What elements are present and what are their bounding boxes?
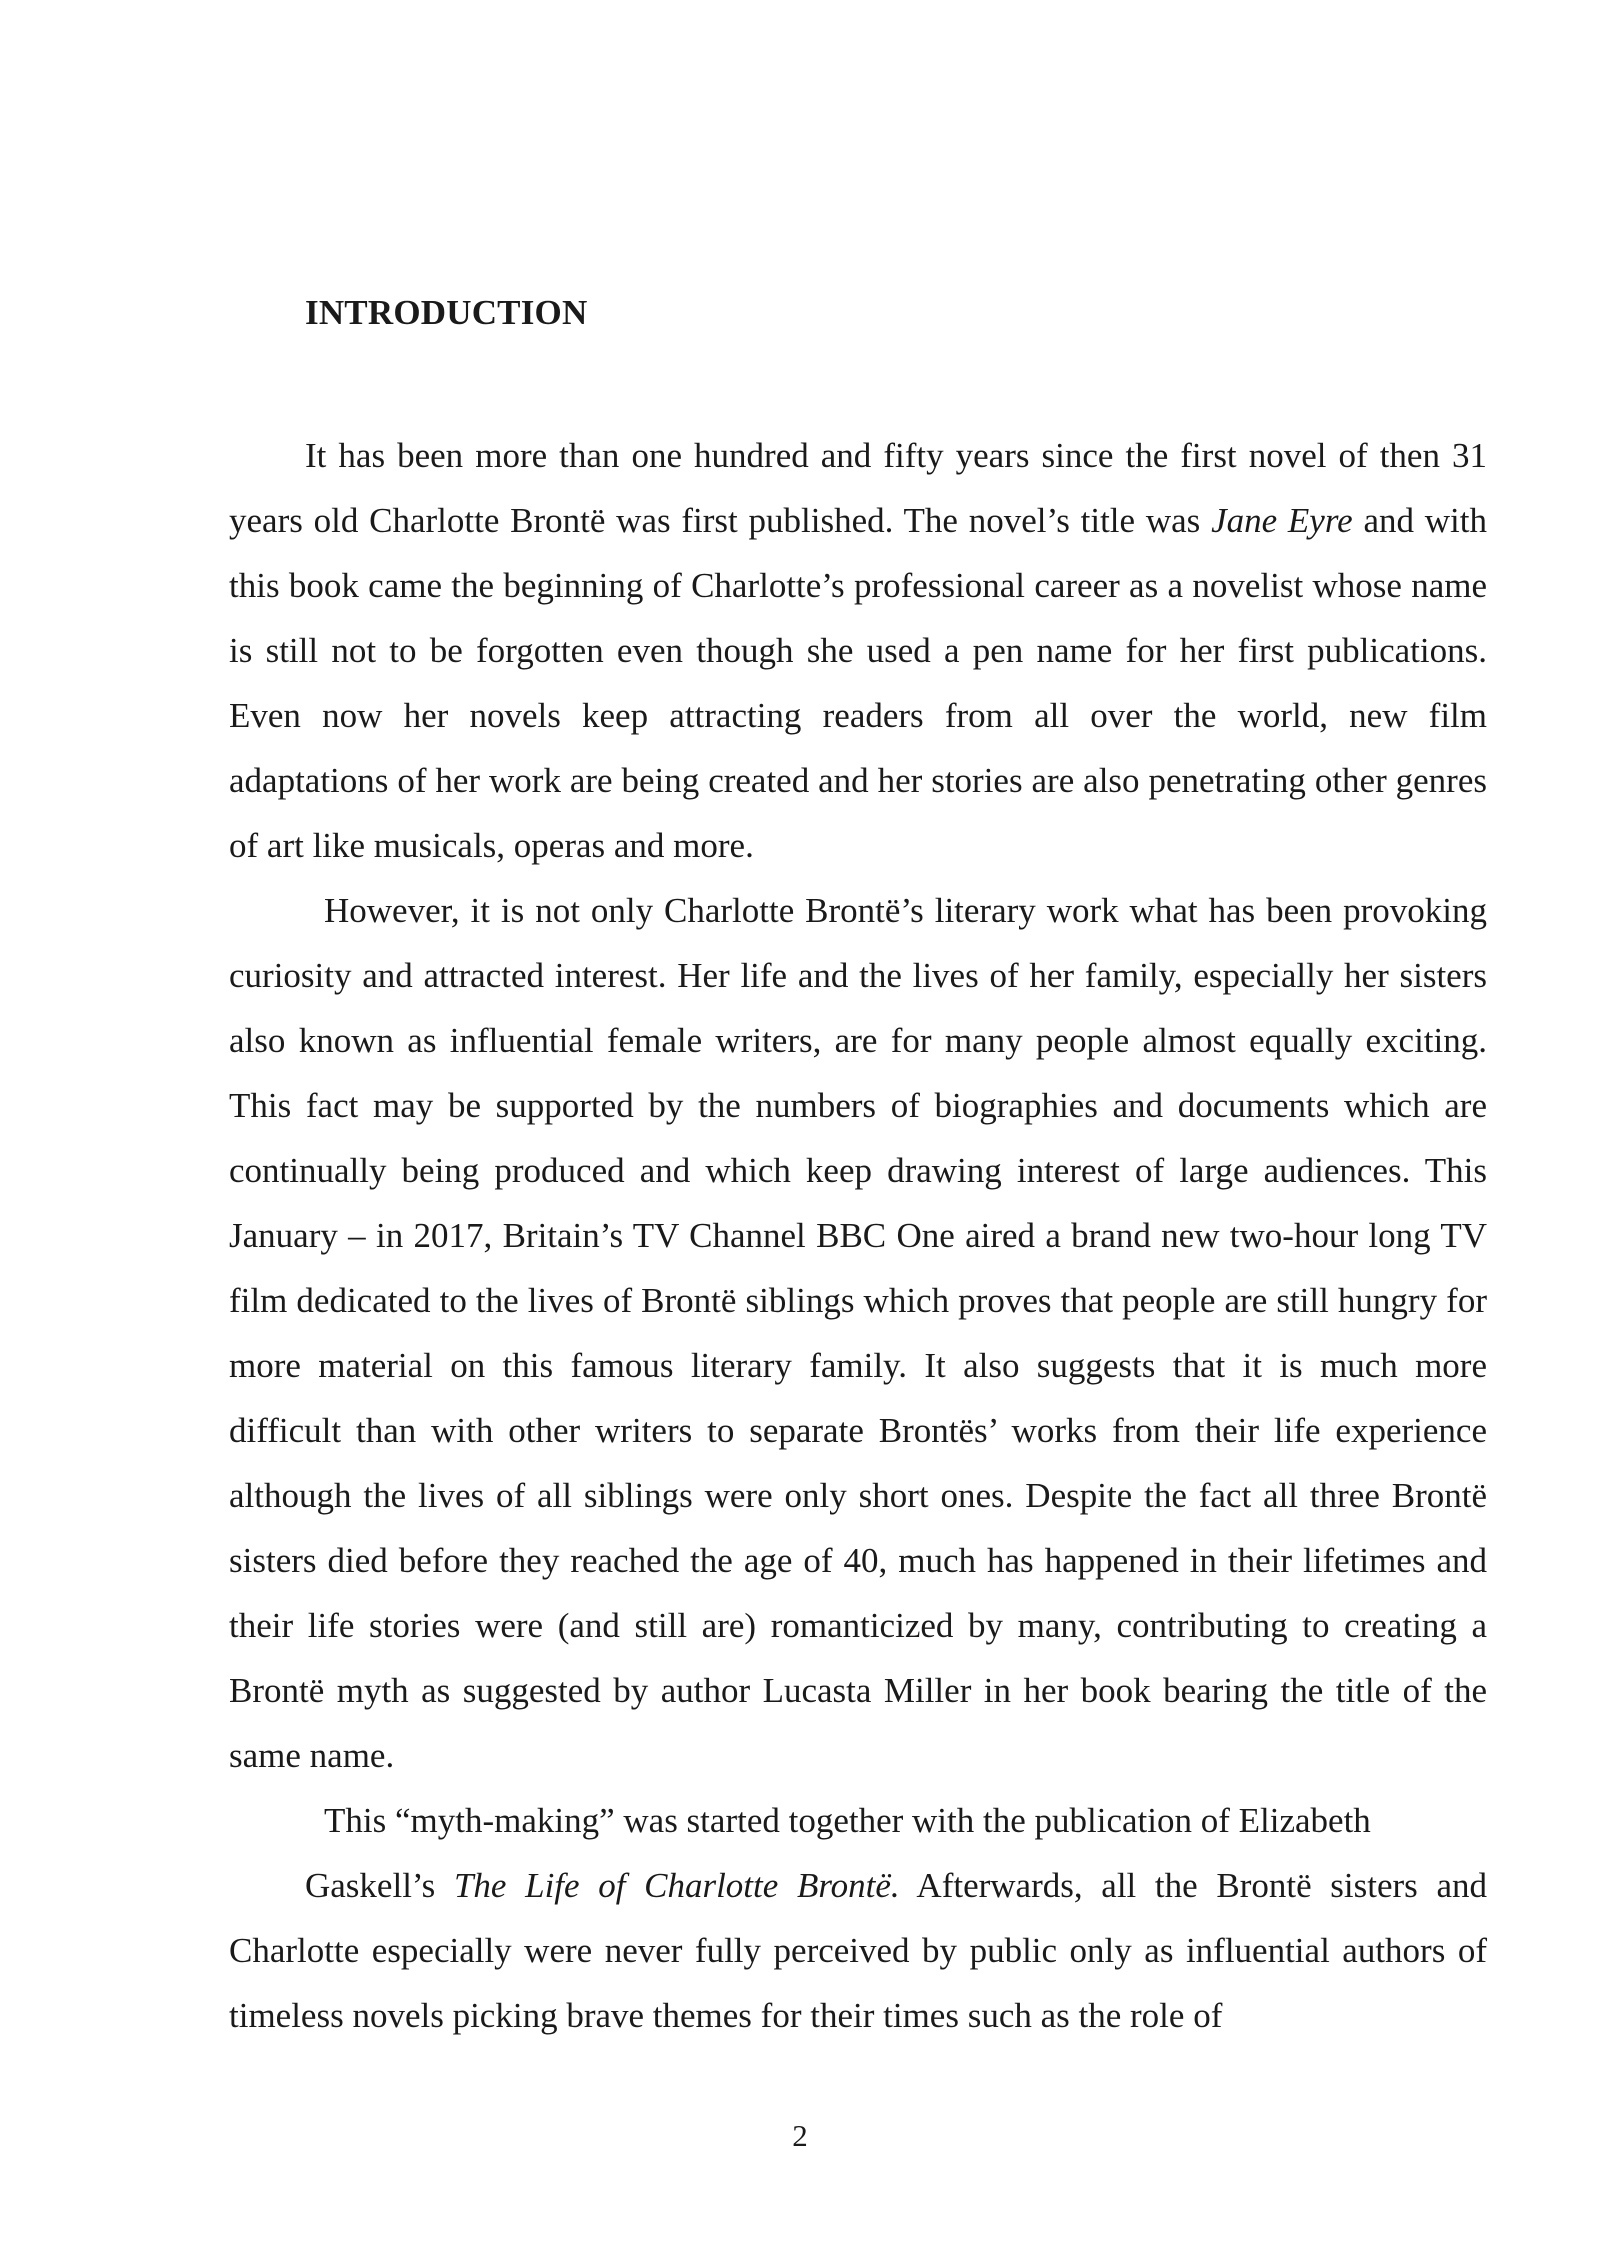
body-text [229, 423, 1487, 2048]
paragraph-3-continued [229, 1853, 1487, 2048]
paragraph-3-text-start: Gaskell’s [305, 1866, 454, 1905]
book-title-jane-eyre: Jane Eyre [1211, 501, 1353, 540]
paragraph-1-text-end: and with this book came the beginning of Charlotte’s professional career as a novelist whose name is still not to be forgotten even though she used a pen name for her first publications. Even now her novels keep attracting readers from all over the world, new film adaptations of her work are being created and her stories are also penetrating other genres of art like musicals, operas and more. [229, 501, 1488, 865]
paragraph-3-first-line: This “myth-making” was started together with the publication of Elizabeth [324, 1801, 1371, 1840]
section-heading: INTRODUCTION [305, 293, 588, 332]
book-title-life-of-charlotte-bronte: The Life of Charlotte Brontë. [453, 1866, 900, 1905]
paragraph-1-text-start: It has been more than one hundred and fifty years since the first novel of then 31 years old Charlotte Brontë was first published. The novel’s title was [229, 436, 1487, 540]
paragraph-1 [229, 423, 1487, 878]
page-number: 2 [792, 2118, 808, 2153]
paragraph-3-text-end: Afterwards, all the Brontë sisters and Charlotte especially were never fully perceived by public only as influential authors of timeless novels picking brave themes for their times such as the role of [229, 1866, 1487, 2035]
paragraph-3 [229, 1788, 1487, 1853]
paragraph-2: However, it is not only Charlotte Brontë’s literary work what has been provoking curiosity and attracted interest. Her life and the lives of her family, especially her sisters also known as influential female writers, are for many people almost equally exciting. This fact may be supported by the numbers of biographies and documents which are continually being produced and which keep drawing interest of large audiences. This January – in 2017, Britain’s TV Channel BBC One aired a brand new two-hour long TV film dedicated to the lives of Brontë siblings which proves that people are still hungry for more material on this famous literary family. It also suggests that it is much more difficult than with other writers to separate Brontës’ works from their life experience although the lives of all siblings were only short ones. Despite the fact all three Brontë sisters died before they reached the age of 40, much has happened in their lifetimes and their life stories were (and still are) romanticized by many, contributing to creating a Brontë myth as suggested by author Lucasta Miller in her book bearing the title of the same name. [229, 891, 1487, 1775]
